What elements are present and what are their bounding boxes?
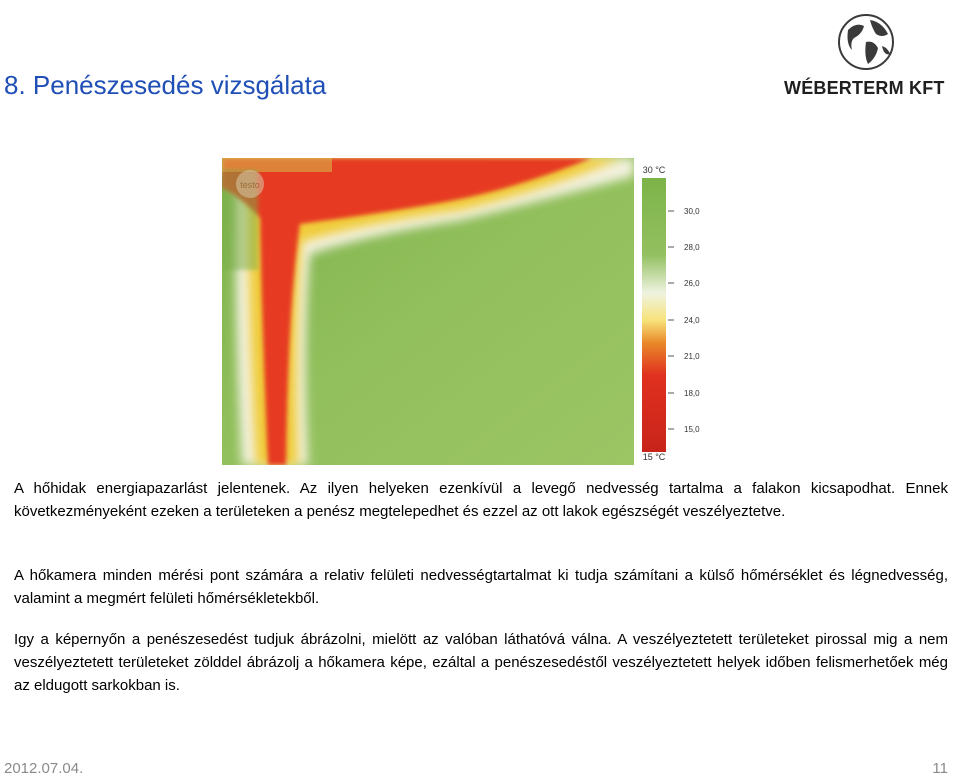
thermal-camera-image — [222, 158, 716, 465]
camera-watermark: testo — [240, 180, 260, 190]
scale-tick: 28,0 — [684, 243, 700, 252]
scale-tick: 26,0 — [684, 279, 700, 288]
footer-date: 2012.07.04. — [4, 760, 84, 777]
paragraph-mould-display: Igy a képernyőn a penészesedést tudjuk ábrázolni, mielött az valóban láthatóvá válna. A veszélyeztetett területeket pirossal mig a nem veszélyeztetett területeket zölddel ábrázolj a hőkamera képe, ezáltal a penészesedéstől veszélyeztetett helyek időben felismerhetőek még az eldugott sarkokban is. — [14, 631, 948, 694]
scale-tick: 30,0 — [684, 207, 700, 216]
paragraph-camera-calculation: A hőkamera minden mérési pont számára a relativ felületi nedvességtartalmat ki tudja számítani a külső hőmérséklet és légnedvesség, valamint a megmért felületi hőmérsékletekből. — [14, 567, 948, 607]
scale-max-label: 30 °C — [642, 165, 666, 175]
scale-tick: 15,0 — [684, 425, 700, 434]
scale-tick: 24,0 — [684, 316, 700, 325]
scale-tick: 21,0 — [684, 352, 700, 361]
paragraph-thermal-bridges: A hőhidak energiapazarlást jelentenek. Az ilyen helyeken ezenkívül a levegő nedvesség tartalma a falakon kicsapodhat. Ennek következményeként ezeken a területeken a penész megtelepedhet és ezzel az ott lakok egészségét veszélyeztetve. — [14, 480, 948, 520]
scale-tick: 18,0 — [684, 389, 700, 398]
logo-brand-text: WÉBERTERM KFT — [784, 78, 945, 98]
page-number: 11 — [932, 760, 948, 777]
slide-title: 8. Penészesedés vizsgálata — [4, 70, 327, 100]
scale-min-label: 15 °C — [642, 452, 666, 462]
company-logo — [784, 12, 954, 102]
globe-icon — [836, 12, 896, 72]
